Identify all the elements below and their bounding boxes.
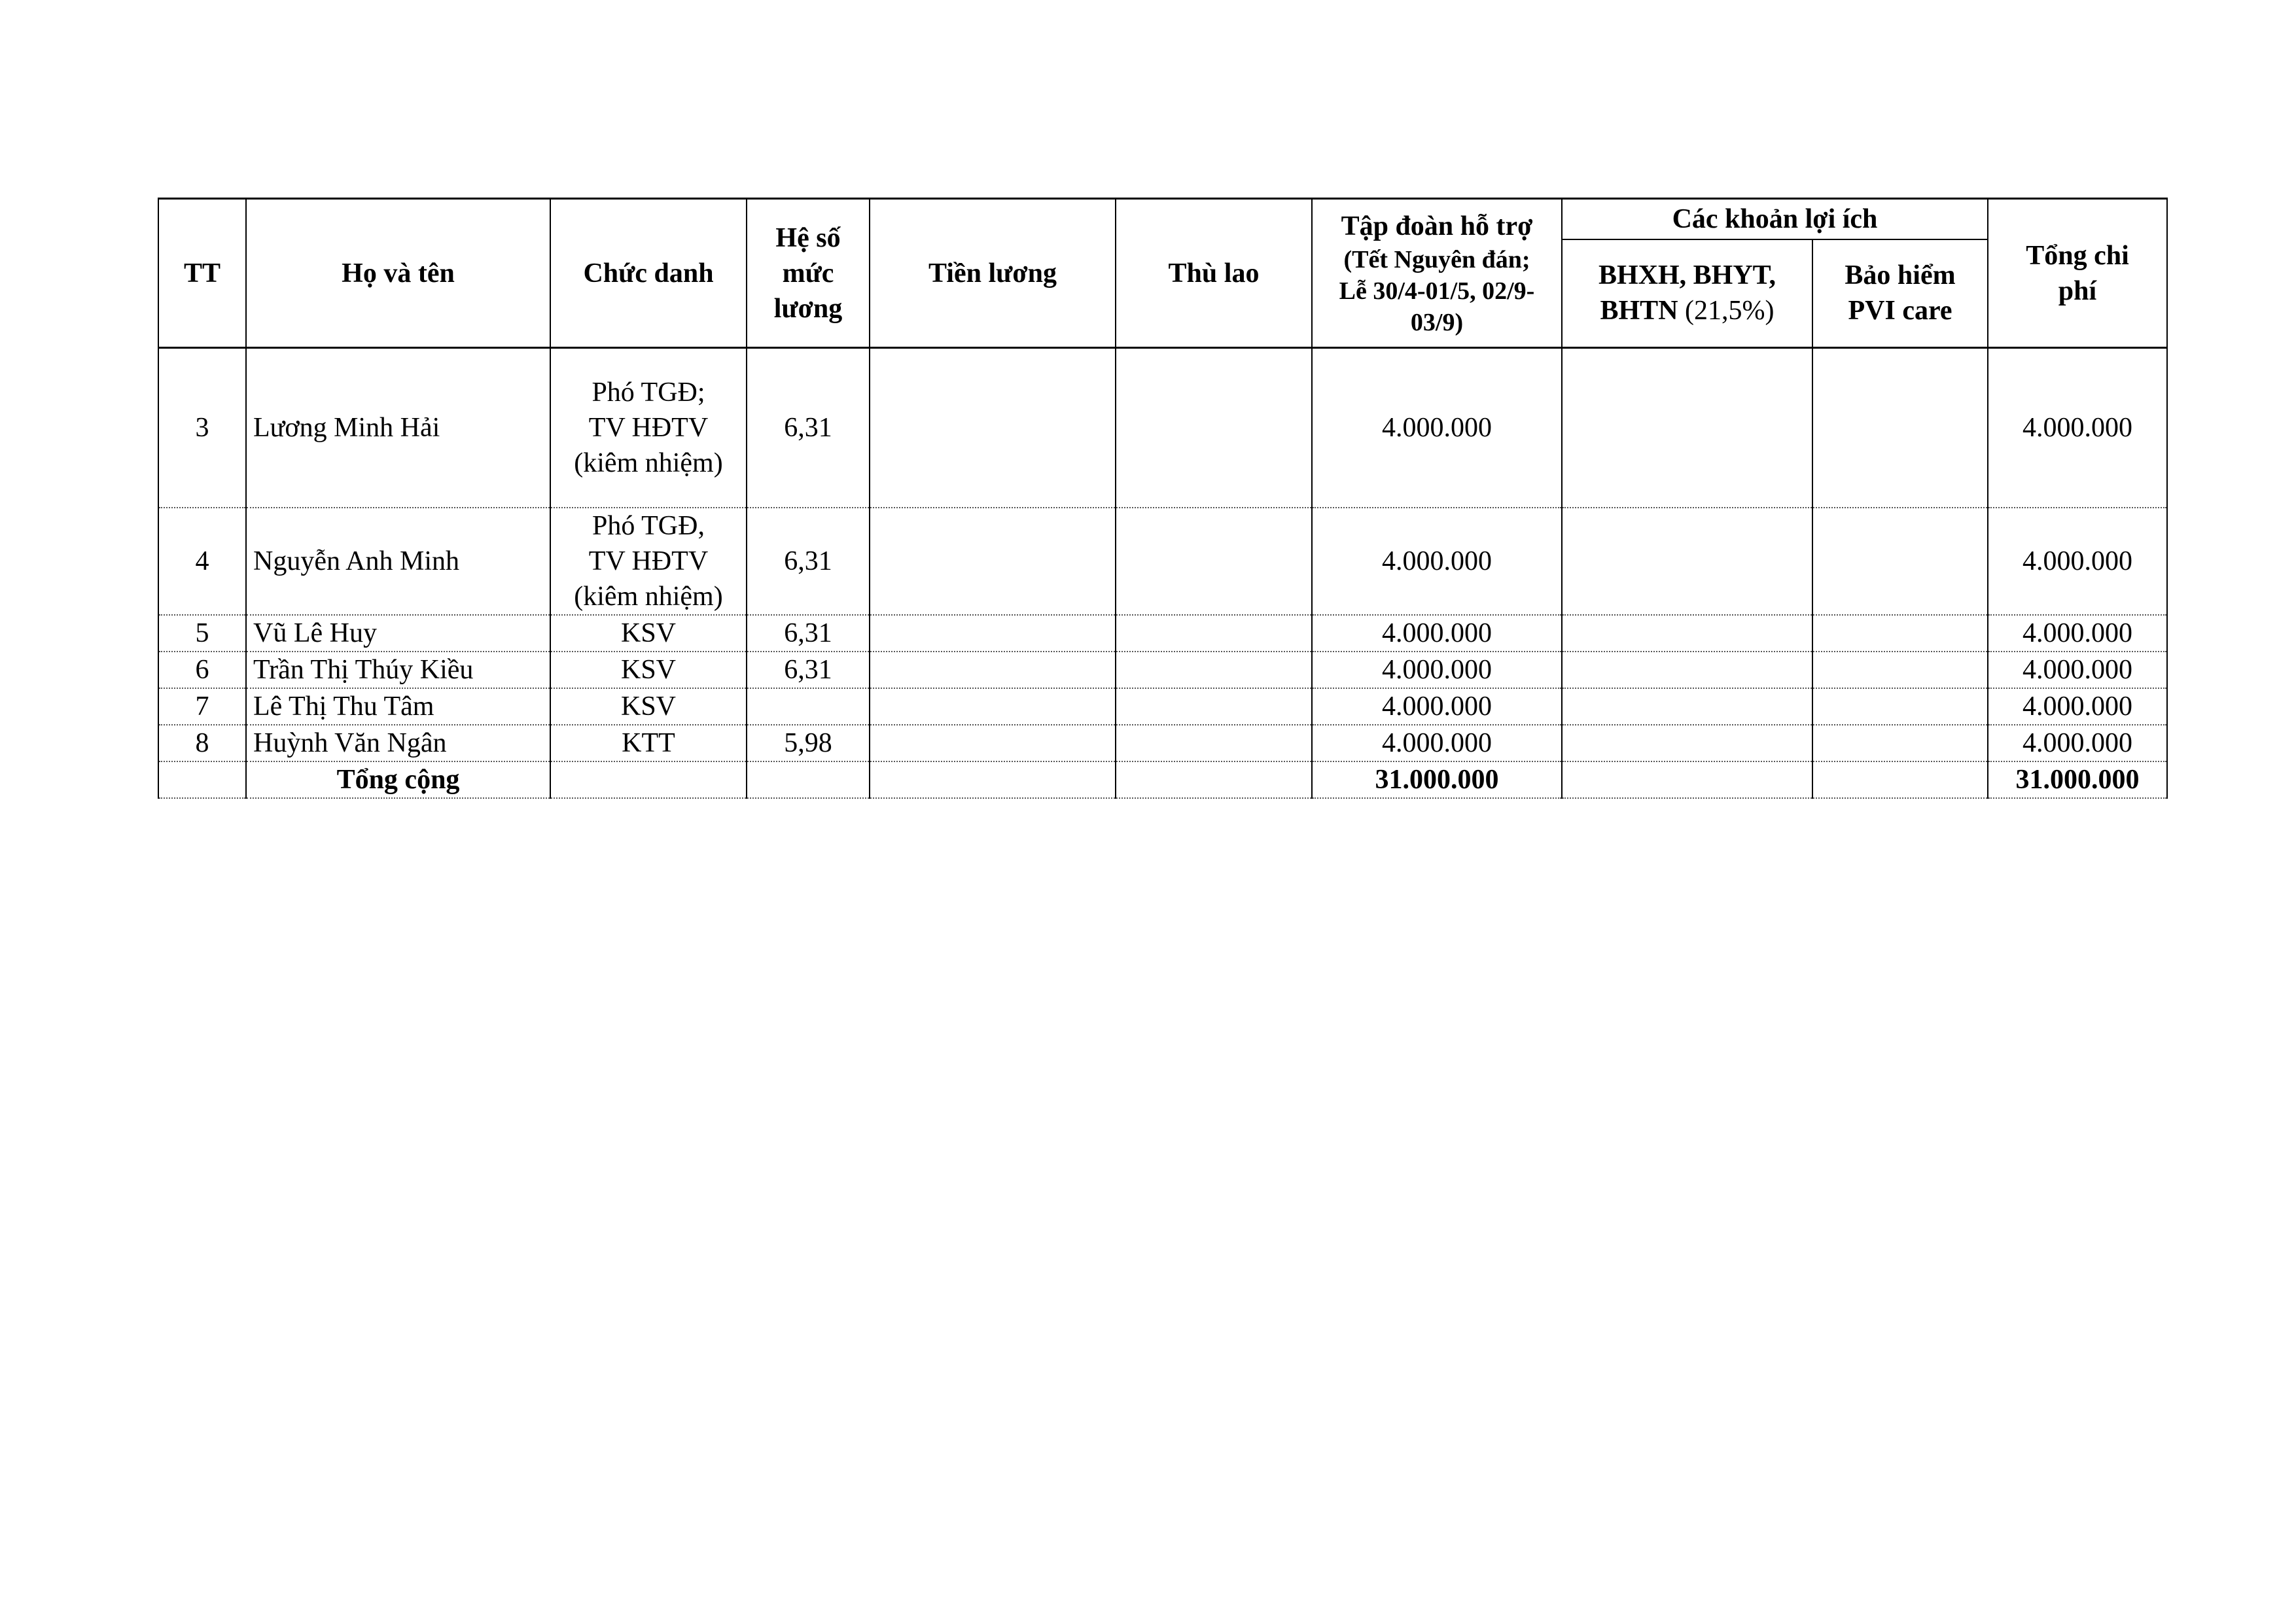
cell-chuc-danh bbox=[550, 508, 747, 615]
cell-ho-ten: Nguyễn Anh Minh bbox=[246, 508, 550, 615]
header-pvi-line: PVI care bbox=[1848, 296, 1952, 326]
table-body bbox=[158, 348, 2167, 798]
cell-tt: 7 bbox=[158, 688, 246, 725]
cell-tap-doan: 4.000.000 bbox=[1312, 688, 1562, 725]
cell-bhxh bbox=[1562, 688, 1812, 725]
cell-chuc-danh-line: Phó TGĐ, bbox=[592, 510, 705, 541]
cell-tong: 4.000.000 bbox=[1988, 615, 2167, 652]
cell-ho-ten: Vũ Lê Huy bbox=[246, 615, 550, 652]
cell-tong: 4.000.000 bbox=[1988, 508, 2167, 615]
cost-table bbox=[158, 198, 2168, 799]
header-he-so bbox=[747, 199, 870, 348]
cell-pvi bbox=[1812, 652, 1988, 688]
cell-tien-luong bbox=[870, 348, 1116, 508]
header-bhxh bbox=[1562, 239, 1812, 348]
cell-chuc-danh bbox=[550, 615, 747, 652]
cell-thu-lao bbox=[1116, 508, 1312, 615]
cell-pvi bbox=[1812, 725, 1988, 761]
cell-he-so: 6,31 bbox=[747, 348, 870, 508]
cell-ho-ten: Huỳnh Văn Ngân bbox=[246, 725, 550, 761]
total-label: Tổng cộng bbox=[246, 761, 550, 798]
header-tap-doan-detail: Lễ 30/4-01/5, 02/9- bbox=[1339, 277, 1535, 305]
header-tt: TT bbox=[158, 199, 246, 348]
cell-chuc-danh bbox=[550, 688, 747, 725]
cell-pvi bbox=[1812, 615, 1988, 652]
table-row bbox=[158, 725, 2167, 761]
cell-tap-doan: 4.000.000 bbox=[1312, 652, 1562, 688]
cell-pvi bbox=[1812, 508, 1988, 615]
header-he-so-line: Hệ số bbox=[775, 222, 841, 253]
total-thu-lao bbox=[1116, 761, 1312, 798]
cell-tt: 3 bbox=[158, 348, 246, 508]
cell-tong: 4.000.000 bbox=[1988, 652, 2167, 688]
cell-tien-luong bbox=[870, 725, 1116, 761]
cell-tong: 4.000.000 bbox=[1988, 688, 2167, 725]
cell-ho-ten: Lương Minh Hải bbox=[246, 348, 550, 508]
cell-tap-doan: 4.000.000 bbox=[1312, 508, 1562, 615]
cell-tt: 4 bbox=[158, 508, 246, 615]
header-tap-doan-detail: 03/9) bbox=[1410, 308, 1464, 336]
table-row bbox=[158, 688, 2167, 725]
total-bhxh bbox=[1562, 761, 1812, 798]
cell-tien-luong bbox=[870, 615, 1116, 652]
header-chuc-danh: Chức danh bbox=[550, 199, 747, 348]
cell-tien-luong bbox=[870, 652, 1116, 688]
total-chuc-danh bbox=[550, 761, 747, 798]
header-bhxh-line1: BHXH, BHYT, bbox=[1598, 260, 1776, 291]
cell-tt: 8 bbox=[158, 725, 246, 761]
header-thu-lao: Thù lao bbox=[1116, 199, 1312, 348]
cell-chuc-danh-line: KSV bbox=[620, 654, 677, 685]
total-tien-luong bbox=[870, 761, 1116, 798]
header-cac-khoan-loi-ich: Các khoản lợi ích bbox=[1562, 199, 1988, 239]
total-pvi bbox=[1812, 761, 1988, 798]
header-tap-doan-title: Tập đoàn hỗ trợ bbox=[1341, 211, 1533, 241]
cell-he-so: 6,31 bbox=[747, 652, 870, 688]
cell-tong: 4.000.000 bbox=[1988, 348, 2167, 508]
header-pvi-care bbox=[1812, 239, 1988, 348]
cell-bhxh bbox=[1562, 725, 1812, 761]
cell-pvi bbox=[1812, 348, 1988, 508]
header-tong-line: phí bbox=[2058, 275, 2097, 306]
cell-he-so: 5,98 bbox=[747, 725, 870, 761]
cell-he-so bbox=[747, 688, 870, 725]
cell-thu-lao bbox=[1116, 615, 1312, 652]
total-row bbox=[158, 761, 2167, 798]
cell-chuc-danh-line: (kiêm nhiệm) bbox=[574, 581, 723, 612]
cell-chuc-danh-line: KSV bbox=[620, 691, 677, 722]
table-row bbox=[158, 348, 2167, 508]
cell-chuc-danh-line: TV HĐTV bbox=[588, 546, 709, 576]
header-he-so-line: lương bbox=[773, 293, 843, 324]
cell-ho-ten: Lê Thị Thu Tâm bbox=[246, 688, 550, 725]
cell-tien-luong bbox=[870, 508, 1116, 615]
cell-tt: 6 bbox=[158, 652, 246, 688]
cell-thu-lao bbox=[1116, 688, 1312, 725]
cell-tap-doan: 4.000.000 bbox=[1312, 725, 1562, 761]
cell-chuc-danh-line: TV HĐTV bbox=[588, 412, 709, 443]
cell-thu-lao bbox=[1116, 652, 1312, 688]
header-tap-doan-ho-tro bbox=[1312, 199, 1562, 348]
header-tong-chi-phi bbox=[1988, 199, 2167, 348]
header-tong-line: Tổng chi bbox=[2026, 240, 2129, 271]
header-pvi-line: Bảo hiểm bbox=[1845, 260, 1956, 291]
cell-bhxh bbox=[1562, 348, 1812, 508]
cell-bhxh bbox=[1562, 652, 1812, 688]
cell-he-so: 6,31 bbox=[747, 615, 870, 652]
total-tong: 31.000.000 bbox=[1988, 761, 2167, 798]
cell-chuc-danh-line: KTT bbox=[622, 727, 675, 758]
cell-ho-ten: Trần Thị Thúy Kiều bbox=[246, 652, 550, 688]
cell-chuc-danh-line: (kiêm nhiệm) bbox=[574, 447, 723, 478]
header-he-so-line: mức bbox=[782, 258, 834, 288]
header-tien-luong: Tiền lương bbox=[870, 199, 1116, 348]
header-ho-ten: Họ và tên bbox=[246, 199, 550, 348]
cell-chuc-danh-line: KSV bbox=[620, 618, 677, 648]
cell-chuc-danh bbox=[550, 652, 747, 688]
header-tap-doan-detail: (Tết Nguyên đán; bbox=[1343, 245, 1530, 273]
table-row bbox=[158, 652, 2167, 688]
table-row bbox=[158, 615, 2167, 652]
cell-tt: 5 bbox=[158, 615, 246, 652]
total-tt bbox=[158, 761, 246, 798]
total-tap-doan: 31.000.000 bbox=[1312, 761, 1562, 798]
cell-tong: 4.000.000 bbox=[1988, 725, 2167, 761]
cell-bhxh bbox=[1562, 508, 1812, 615]
cell-thu-lao bbox=[1116, 725, 1312, 761]
table-row bbox=[158, 508, 2167, 615]
table-header bbox=[158, 199, 2167, 348]
header-bhxh-line2 bbox=[1569, 293, 1805, 328]
cell-tap-doan: 4.000.000 bbox=[1312, 348, 1562, 508]
cell-bhxh bbox=[1562, 615, 1812, 652]
cell-chuc-danh-line: Phó TGĐ; bbox=[592, 377, 705, 408]
cell-chuc-danh bbox=[550, 348, 747, 508]
cell-chuc-danh bbox=[550, 725, 747, 761]
cell-pvi bbox=[1812, 688, 1988, 725]
cell-he-so: 6,31 bbox=[747, 508, 870, 615]
cell-tien-luong bbox=[870, 688, 1116, 725]
cell-tap-doan: 4.000.000 bbox=[1312, 615, 1562, 652]
header-bhxh-bold: BHTN bbox=[1600, 296, 1678, 326]
total-he-so bbox=[747, 761, 870, 798]
header-bhxh-normal: (21,5%) bbox=[1678, 296, 1775, 326]
cell-thu-lao bbox=[1116, 348, 1312, 508]
